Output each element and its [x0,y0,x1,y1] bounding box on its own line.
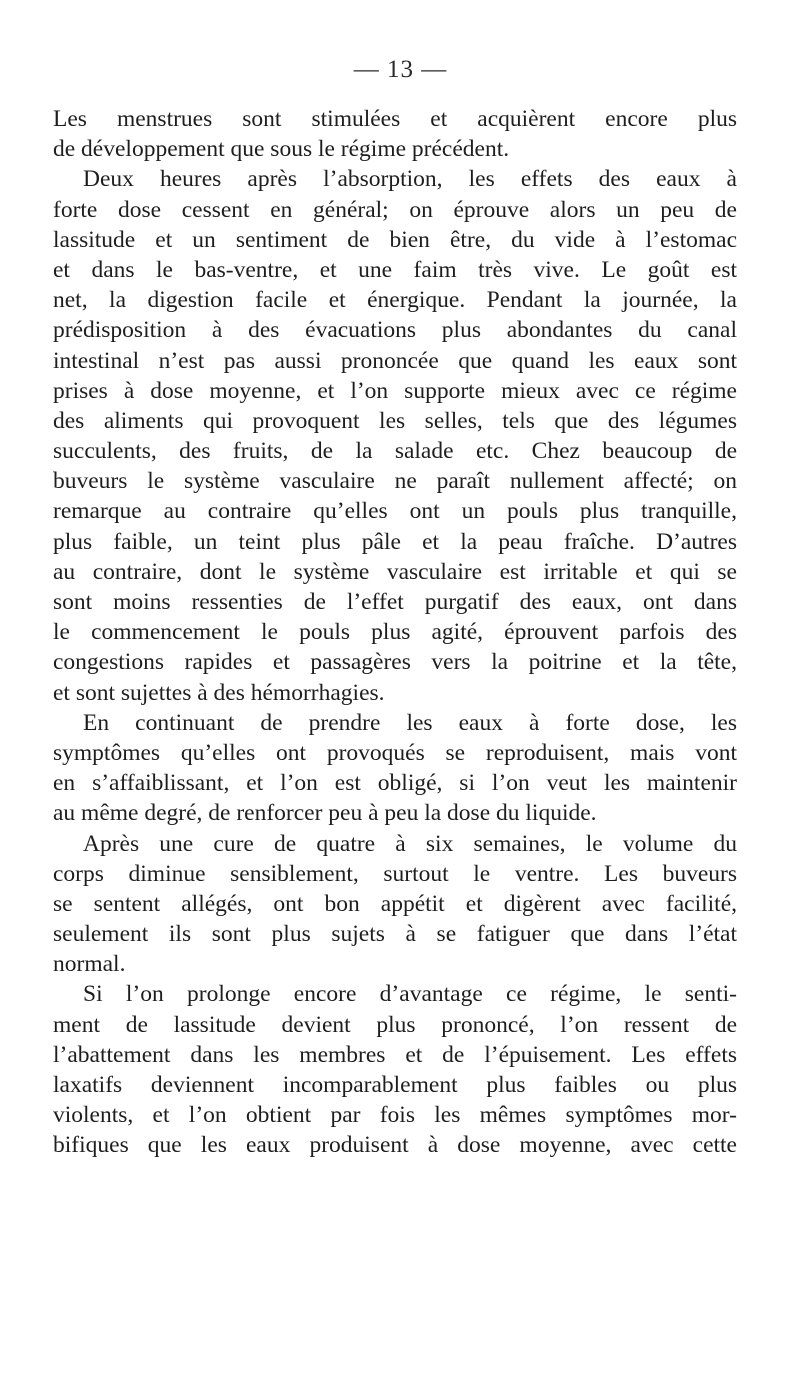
text-line: buveurs le système vasculaire ne paraît nullement affecté; on [53,468,737,495]
text-line: de développement que sous le régime précédent. [53,136,510,163]
text-line: seulement ils sont plus sujets à se fatiguer que dans l’état [53,921,737,948]
text-line: plus faible, un teint plus pâle et la peau fraîche. D’autres [53,528,737,555]
text-line: normal. [53,951,126,978]
text-line: bifiques que les eaux produisent à dose moyenne, avec cette [53,1132,737,1159]
paragraph-menstrues [53,104,737,164]
text-line: en s’affaiblissant, et l’on est obligé, si l’on veut les maintenir [53,770,737,797]
text-line: et sont sujettes à des hémorrhagies. [53,679,385,706]
text-line: le commencement le pouls plus agité, éprouvent parfois des [53,619,737,646]
text-line: laxatifs deviennent incomparablement plus faibles ou plus [53,1072,737,1098]
text-line: En continuant de prendre les eaux à forte dose, les [83,709,737,736]
paragraph-si-lon-prolonge [53,979,737,1160]
paragraph-en-continuant [53,708,737,829]
body-text [53,104,737,1161]
text-line: intestinal n’est pas aussi prononcée que quand les eaux sont [53,347,737,374]
text-line: se sentent allégés, ont bon appétit et digèrent avec facilité, [53,890,737,917]
text-line: net, la digestion facile et énergique. Pendant la journée, la [53,287,737,314]
text-line: lassitude et un sentiment de bien être, du vide à l’estomac [53,226,737,253]
text-line: sont moins ressenties de l’effet purgatif des eaux, ont dans [53,589,737,615]
text-line: congestions rapides et passagères vers la poitrine et la tête, [53,649,737,676]
text-line: prises à dose moyenne, et l’on supporte mieux avec ce régime [53,377,737,404]
text-line: au contraire, dont le système vasculaire est irritable et qui se [53,558,737,585]
text-line: ment de lassitude devient plus prononcé, l’on ressent de [53,1011,737,1038]
text-line: Deux heures après l’absorption, les effets des eaux à [83,166,737,193]
text-line: et dans le bas-ventre, et une faim très vive. Le goût est [53,256,737,283]
page-number: — 13 — [353,56,448,83]
text-line: des aliments qui provoquent les selles, tels que des légumes [53,407,737,434]
text-line: Si l’on prolonge encore d’avantage ce régime, le senti- [83,981,737,1008]
text-line: succulents, des fruits, de la salade etc. Chez beaucoup de [53,438,737,465]
text-line: l’abattement dans les membres et de l’épuisement. Les effets [53,1041,737,1068]
text-line: prédisposition à des évacuations plus abondantes du canal [53,317,737,344]
paragraph-deux-heures [53,164,737,707]
text-line: symptômes qu’elles ont provoqués se reproduisent, mais vont [53,739,737,766]
text-line: Après une cure de quatre à six semaines, le volume du [83,830,737,857]
paragraph-apres-une-cure [53,829,737,980]
text-line: forte dose cessent en général; on éprouve alors un peu de [53,196,737,223]
text-line: Les menstrues sont stimulées et acquièrent encore plus [53,106,737,132]
text-line: violents, et l’on obtient par fois les mêmes symptômes mor- [53,1102,737,1129]
text-line: au même degré, de renforcer peu à peu la dose du liquide. [53,800,597,827]
text-line: corps diminue sensiblement, surtout le ventre. Les buveurs [53,860,737,887]
text-line: remarque au contraire qu’elles ont un pouls plus tranquille, [53,498,737,525]
